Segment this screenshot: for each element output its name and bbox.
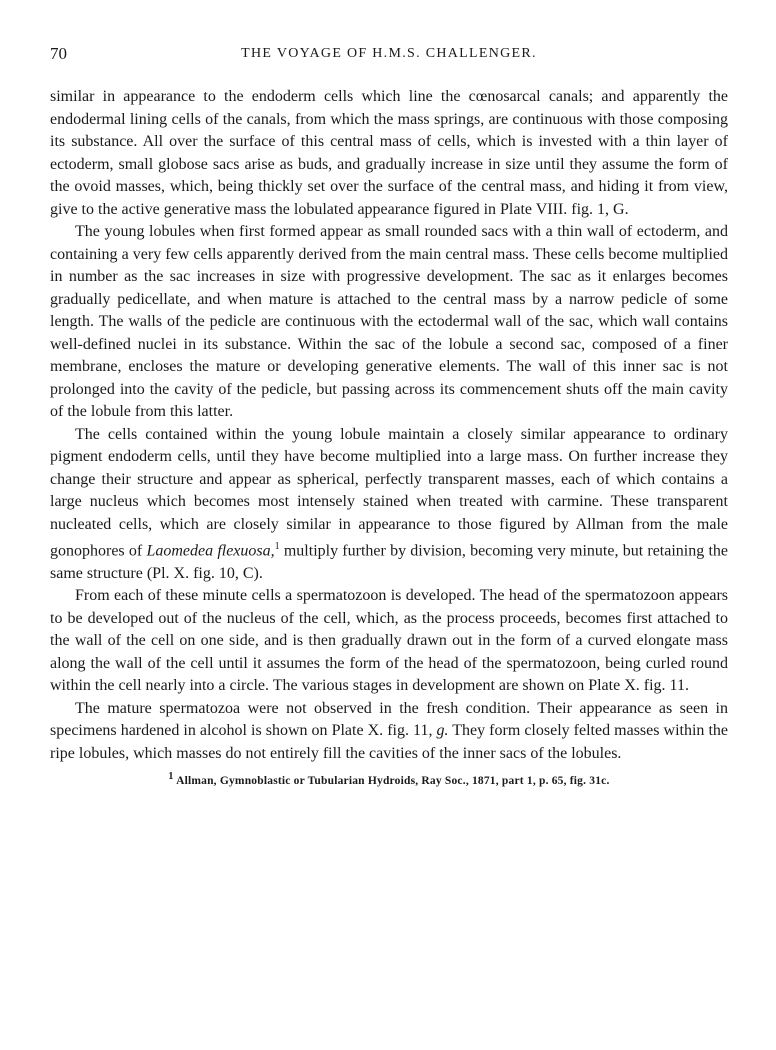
paragraph-3 (50, 424, 728, 586)
paragraph-5-text-b: They form closely felted masses within the ripe lobules, which masses do not entirely fill the cavities of the inner sacs of the lobules. (50, 722, 729, 762)
footnote-reference: 1 (274, 541, 280, 552)
footnote-text: Allman, Gymnoblastic or Tubularian Hydroids, Ray Soc., 1871, part 1, p. 65, fig. 31c. (176, 775, 610, 788)
paragraph-2: The young lobules when first formed appear as small rounded sacs with a thin wall of ectoderm, and containing a very few cells apparently derived from the main central mass. These cells become multiplied in number as the sac increases in size with progressive development. The sac as it enlarges becomes gradually pedicellate, and when mature is attached to the central mass by a narrow pedicle of some length. The walls of the pedicle are continuous with the ectodermal wall of the sac, which wall contains well-defined nuclei in its substance. Within the sac of the lobule a second sac, composed of a finer membrane, encloses the mature or developing generative elements. The wall of this inner sac is not prolonged into the cavity of the pedicle, but passing across its commencement shuts off the main cavity of the lobule from this latter. (50, 223, 728, 420)
figure-letter: g. (436, 722, 449, 740)
species-name: Laomedea flexuosa, (146, 542, 275, 560)
body-text (50, 86, 728, 765)
book-page (50, 44, 728, 787)
page-number: 70 (50, 44, 67, 63)
paragraph-4: From each of these minute cells a spermatozoon is developed. The head of the spermatozoon appears to be developed out of the nucleus of the cell, which, as the process proceeds, becomes first attached to the wall of the cell on one side, and is then gradually drawn out in the form of a curved elongate mass along the wall of the cell until it assumes the form of the head of the spermatozoon, being curled round within the cell nearly into a circle. The various stages in development are shown on Plate X. fig. 11. (50, 587, 728, 695)
paragraph-5-text-a: The mature spermatozoa were not observed in the fresh condition. Their appearance as seen in specimens hardened in alcohol is shown on Plate X. fig. 11, (50, 699, 728, 740)
page-header (50, 44, 728, 74)
running-title: THE VOYAGE OF H.M.S. CHALLENGER. (241, 46, 537, 61)
footnote (50, 771, 728, 787)
paragraph-3-text-b: multiply further by division, becoming very minute, but retaining the same structure (Pl. X. fig. 10, C). (50, 542, 729, 582)
paragraph-1: similar in appearance to the endoderm cells which line the cœnosarcal canals; and apparently the endodermal lining cells of the canals, from which the mass springs, are continuous with those composing its substance. All over the surface of this central mass of cells, which is invested with a thin layer of ectoderm, small globose sacs arise as buds, and gradually increase in size until they assume the form of the ovoid masses, which, being thickly set over the surface of the central mass, and hiding it from view, give to the active generative mass the lobulated appearance figured in Plate VIII. fig. 1, G. (50, 88, 728, 218)
footnote-mark: 1 (168, 771, 174, 783)
paragraph-3-text-a: The cells contained within the young lobule maintain a closely similar appearance to ordinary pigment endoderm cells, until they have become multiplied into a large mass. On further increase they change their structure and appear as spherical, perfectly transparent masses, each of which contains a large nucleus which becomes most intensely stained when treated with carmine. These transparent nucleated cells, which are closely similar in appearance to those figured by Allman from the male gonophores of (50, 425, 728, 560)
paragraph-5 (50, 698, 728, 766)
